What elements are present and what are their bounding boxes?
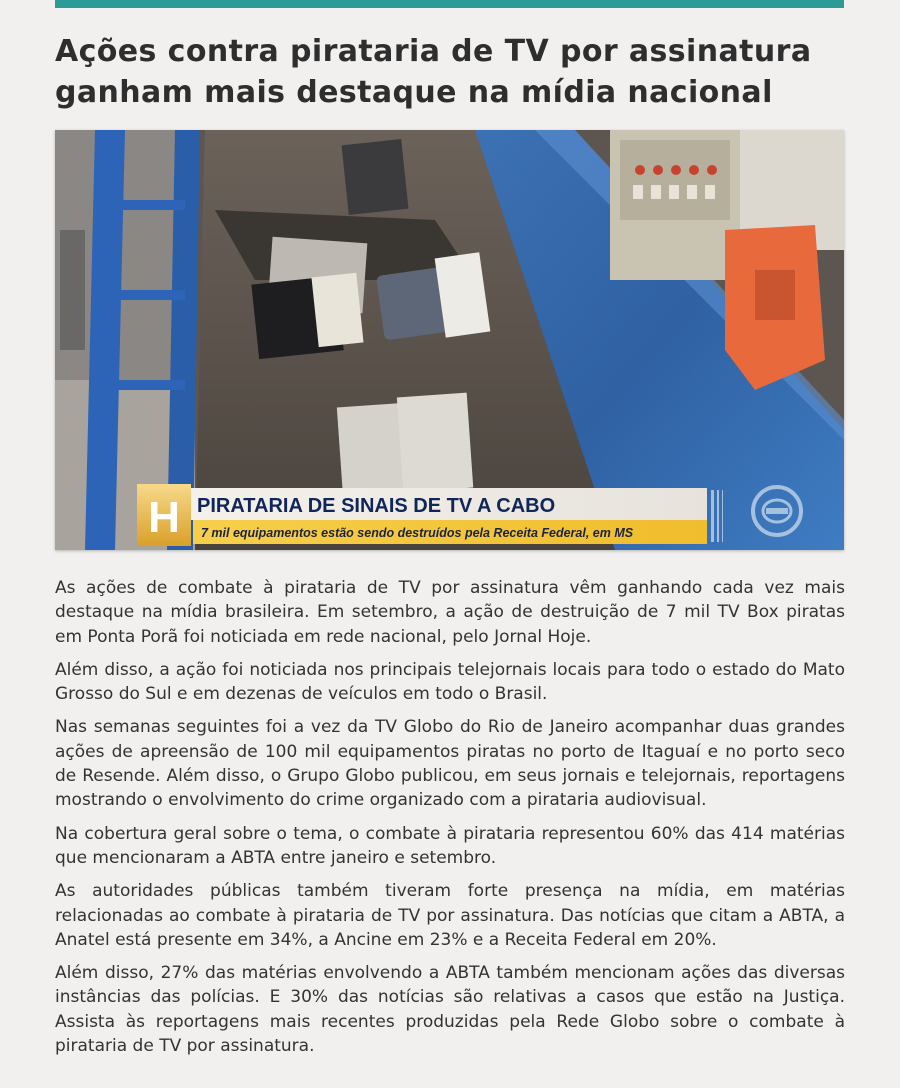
- article-paragraph: Além disso, 27% das matérias envolvendo a ABTA também mencionam ações das diversas instâncias das polícias. E 30% das notícias são relativas a casos que estão na Justiça. Assista às reportagens mais recentes produzidas pela Rede Globo sobre o combate à pirataria de TV por assinatura.: [55, 963, 845, 1057]
- article-title: Ações contra pirataria de TV por assinatura ganham mais destaque na mídia nacional: [55, 34, 812, 110]
- article-paragraph: Nas semanas seguintes foi a vez da TV Globo do Rio de Janeiro acompanhar duas grandes ações de apreensão de 100 mil equipamentos piratas no porto de Itaguaí e no porto seco de Resende. Além disso, o Grupo Globo publicou, em seus jornais e telejornais, reportagens mostrando o envolvimento do crime organizado com a pirataria audiovisual.: [55, 717, 845, 811]
- article-paragraph: Além disso, a ação foi noticiada nos principais telejornais locais para todo o estado do Mato Grosso do Sul e em dezenas de veículos em todo o Brasil.: [55, 659, 845, 705]
- article-paragraph: As ações de combate à pirataria de TV por assinatura vêm ganhando cada vez mais destaque na mídia brasileira. Em setembro, a ação de destruição de 7 mil TV Box piratas em Ponta Porã foi noticiada em rede nacional, pelo Jornal Hoje.: [55, 578, 845, 647]
- article-paragraph: As autoridades públicas também tiveram forte presença na mídia, em matérias relacionadas ao combate à pirataria de TV por assinatura. Das notícias que citam a ABTA, a Anatel está presente em 34%, a Ancine em 23% e a Receita Federal em 20%.: [55, 881, 845, 950]
- logo-letter: H: [148, 493, 180, 542]
- article-paragraph: Na cobertura geral sobre o tema, o combate à pirataria representou 60% das 414 matérias que mencionaram a ABTA entre janeiro e setembro.: [55, 823, 845, 868]
- article-photo: [55, 130, 844, 550]
- photo-headline: PIRATARIA DE SINAIS DE TV A CABO: [197, 495, 556, 517]
- photo-subline: 7 mil equipamentos estão sendo destruídos pela Receita Federal, em MS: [201, 526, 634, 540]
- article-body: [55, 576, 845, 1067]
- top-accent-bar: [55, 0, 844, 8]
